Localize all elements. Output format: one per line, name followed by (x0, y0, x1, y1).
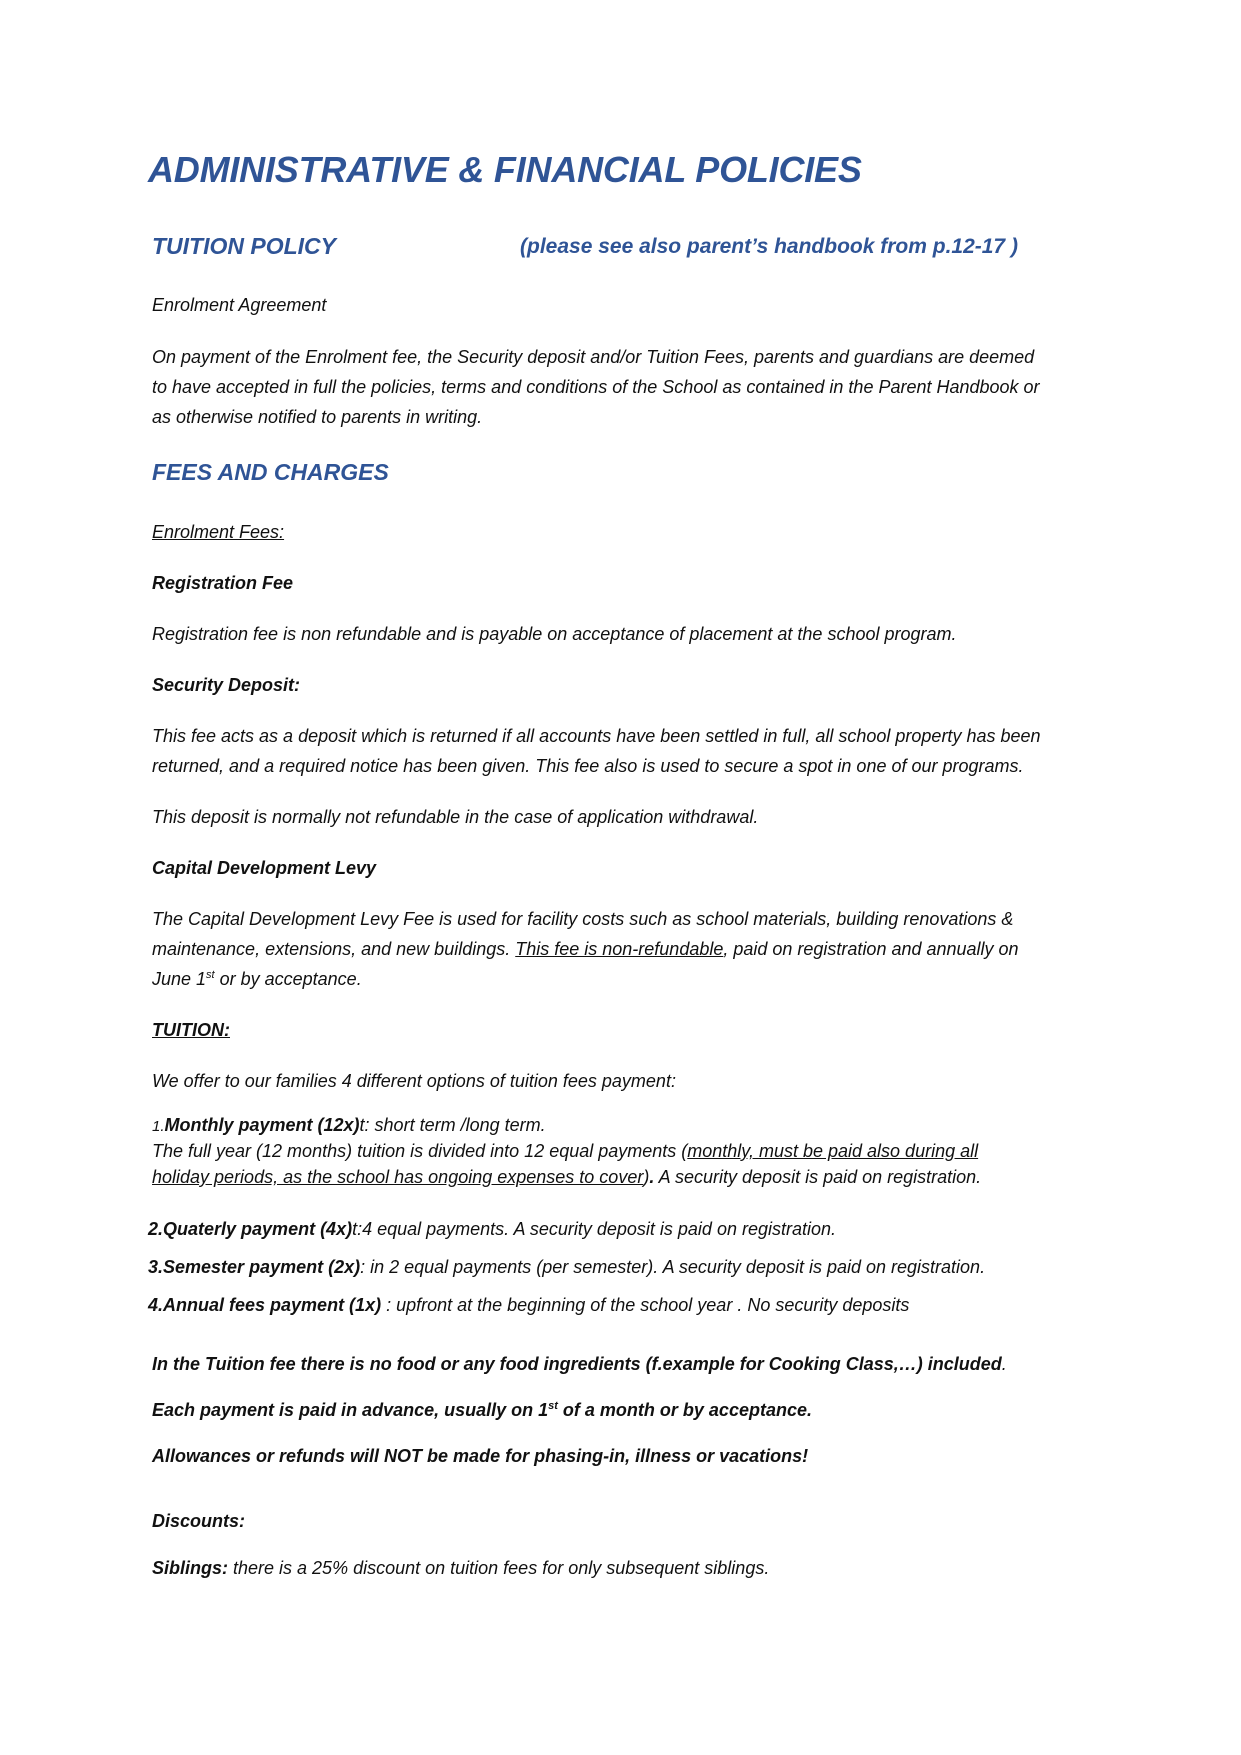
option-monthly-line-2: The full year (12 months) tuition is divided into 12 equal payments (monthly, must be paid also during all (152, 1141, 979, 1161)
registration-fee-heading: Registration Fee (152, 573, 294, 593)
capital-levy-heading: Capital Development Levy (152, 858, 377, 878)
advance-payment-note: Each payment is paid in advance, usually on 1st of a month or by acceptance. (152, 1400, 812, 1420)
option-monthly: 1.Monthly payment (12x)t: short term /long term. (152, 1115, 546, 1135)
tuition-intro: We offer to our families 4 different options of tuition fees payment: (152, 1071, 676, 1091)
enrolment-fees-label: Enrolment Fees: (152, 522, 285, 542)
security-line-1: This fee acts as a deposit which is returned if all accounts have been settled in full, all school property has been (152, 726, 1041, 746)
page-title: ADMINISTRATIVE & FINANCIAL POLICIES (148, 149, 862, 190)
registration-fee-text: Registration fee is non refundable and is payable on acceptance of placement at the school program. (152, 624, 957, 644)
enrolment-agreement-subheading: Enrolment Agreement (152, 295, 327, 315)
agreement-line-2: to have accepted in full the policies, terms and conditions of the School as contained in the Parent Handbook or (152, 377, 1040, 397)
food-note: In the Tuition fee there is no food or any food ingredients (f.example for Cooking Class,…) included. (152, 1354, 1007, 1374)
option-semester: 3.Semester payment (2x): in 2 equal payments (per semester). A security deposit is paid on registration. (148, 1257, 986, 1277)
siblings-discount: Siblings: there is a 25% discount on tuition fees for only subsequent siblings. (152, 1558, 770, 1578)
security-note: This deposit is normally not refundable in the case of application withdrawal. (152, 807, 759, 827)
capital-line-2: maintenance, extensions, and new buildings. This fee is non-refundable, paid on registration and annually on (152, 939, 1019, 959)
allowances-note: Allowances or refunds will NOT be made for phasing-in, illness or vacations! (152, 1446, 809, 1466)
capital-line-3: June 1st or by acceptance. (152, 969, 362, 989)
tuition-policy-heading: TUITION POLICY (152, 233, 336, 259)
security-deposit-heading: Security Deposit: (152, 675, 301, 695)
capital-line-1: The Capital Development Levy Fee is used for facility costs such as school materials, building renovations & (152, 909, 1014, 929)
option-monthly-line-3: holiday periods, as the school has ongoing expenses to cover). A security deposit is paid on registration. (152, 1167, 982, 1187)
agreement-line-1: On payment of the Enrolment fee, the Security deposit and/or Tuition Fees, parents and guardians are deemed (152, 347, 1035, 367)
agreement-line-3: as otherwise notified to parents in writing. (152, 407, 483, 427)
security-line-2: returned, and a required notice has been given. This fee also is used to secure a spot in one of our programs. (152, 756, 1024, 776)
fees-heading: FEES AND CHARGES (152, 459, 389, 485)
option-annual: 4.Annual fees payment (1x) : upfront at the beginning of the school year . No security deposits (148, 1295, 910, 1315)
option-quarterly: 2.Quaterly payment (4x)t:4 equal payments. A security deposit is paid on registration. (148, 1219, 837, 1239)
discounts-heading: Discounts: (152, 1511, 246, 1531)
tuition-heading: TUITION: (152, 1020, 230, 1040)
handbook-note: (please see also parent’s handbook from p.12-17 ) (520, 235, 1018, 258)
non-refundable-text: This fee is non-refundable (515, 939, 724, 959)
